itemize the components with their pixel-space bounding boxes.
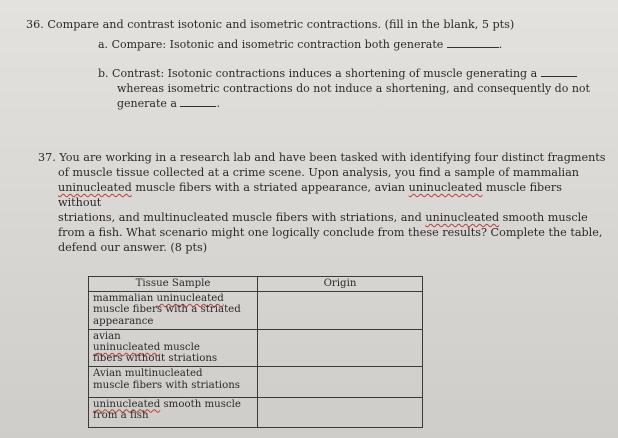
question-36-text: 36. Compare and contrast isotonic and isometric contractions. (fill in the blank, 5 pts) [26, 18, 515, 31]
origin-answer-cell[interactable] [258, 397, 423, 427]
tissue-sample-cell: Avian multinucleated muscle fibers with striations [89, 367, 258, 397]
tissue-sample-cell: avian uninucleated muscle fibers without striations [89, 329, 258, 367]
column-header-tissue-sample: Tissue Sample [89, 277, 258, 292]
question-37-number: 37. [38, 151, 56, 164]
question-37-line-2: of muscle tissue collected at a crime scene. Upon analysis, you find a sample of mammalian [58, 166, 580, 179]
question-37-line-6: defend our answer. (8 pts) [58, 241, 208, 254]
question-36b [98, 66, 598, 111]
question-36 [26, 17, 596, 32]
table-row [89, 329, 423, 367]
question-36a-text: Compare: Isotonic and isometric contraction both generate [111, 38, 444, 51]
question-36b-line-3: generate a . [117, 97, 220, 110]
answer-blank[interactable] [447, 47, 499, 48]
question-36b-line-2: whereas isometric contractions do not induce a shortening, and consequently do not [117, 82, 590, 95]
question-37 [38, 150, 606, 255]
answer-blank[interactable] [180, 106, 216, 107]
question-36b-label: b. [98, 67, 109, 80]
table-row [89, 292, 423, 330]
question-36a: a. Compare: Isotonic and isometric contraction both generate . [98, 38, 503, 51]
origin-answer-cell[interactable] [258, 367, 423, 397]
question-37-line-5: from a fish. What scenario might one logically conclude from these results? Complete the table, [58, 226, 603, 239]
table-row [89, 367, 423, 397]
origin-answer-cell[interactable] [258, 329, 423, 367]
question-36b-text-1: Contrast: Isotonic contractions induces a shortening of muscle generating a [112, 67, 538, 80]
answer-table [88, 276, 423, 428]
tissue-sample-cell: uninucleated smooth muscle from a fish [89, 397, 258, 427]
question-37-line-1: You are working in a research lab and have been tasked with identifying four distinct fragments [59, 151, 606, 164]
table-row [89, 397, 423, 427]
tissue-sample-cell: mammalian uninucleated muscle fibers with a striated appearance [89, 292, 258, 330]
origin-answer-cell[interactable] [258, 292, 423, 330]
answer-blank[interactable] [541, 76, 577, 77]
question-37-line-4: striations, and multinucleated muscle fibers with striations, and uninucleated smooth muscle [58, 211, 588, 224]
question-36a-label: a. [98, 38, 109, 51]
question-37-line-3: uninucleated muscle fibers with a striated appearance, avian uninucleated muscle fibers without [58, 181, 562, 209]
column-header-origin: Origin [258, 277, 423, 292]
